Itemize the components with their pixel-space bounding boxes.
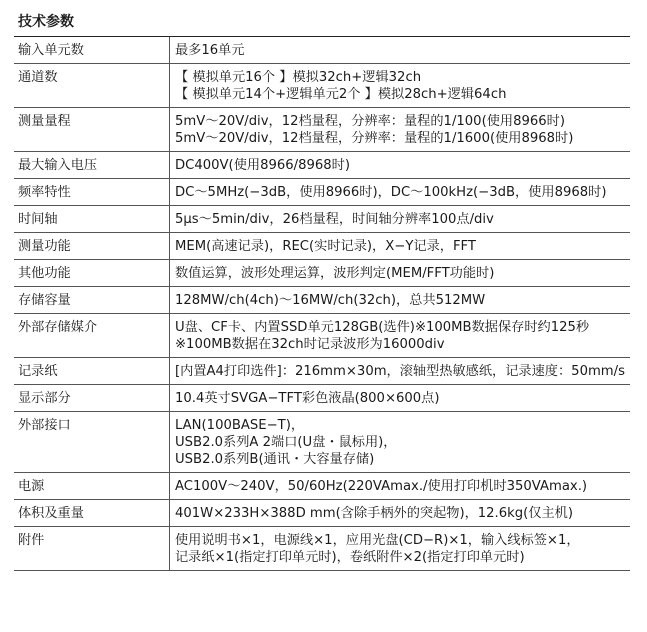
- table-row: [14, 385, 630, 412]
- spec-value-line: 10.4英寸SVGA−TFT彩色液晶(800×600点): [175, 391, 440, 406]
- table-row: [14, 64, 630, 108]
- spec-value-line: 最多16单元: [175, 43, 245, 58]
- table-row: [14, 314, 630, 358]
- spec-value-line: 401W×233H×388D mm(含除手柄外的突起物)，12.6kg(仅主机): [175, 506, 573, 521]
- table-row: [14, 108, 630, 152]
- spec-value-line: 使用说明书×1，电源线×1，应用光盘(CD−R)×1，输入线标签×1，: [175, 533, 580, 548]
- spec-value-line: 记录纸×1(指定打印单元时)，卷纸附件×2(指定打印单元时): [175, 550, 525, 565]
- table-row: [14, 527, 630, 571]
- table-row: [14, 152, 630, 179]
- table-row: [14, 260, 630, 287]
- spec-label: 体积及重量: [14, 500, 170, 527]
- table-row: [14, 412, 630, 473]
- spec-value: [170, 260, 631, 287]
- spec-value-line: AC100V～240V，50/60Hz(220VAmax./使用打印机时350VAmax.): [175, 479, 588, 494]
- spec-value-line: USB2.0系列B(通讯・大容量存储): [175, 452, 375, 467]
- table-row: [14, 473, 630, 500]
- table-title: 技术参数: [14, 6, 630, 37]
- spec-label: 存储容量: [14, 287, 170, 314]
- spec-value: [170, 385, 631, 412]
- spec-label: 外部接口: [14, 412, 170, 473]
- spec-value: [170, 412, 631, 473]
- spec-value: [170, 473, 631, 500]
- table-row: [14, 206, 630, 233]
- spec-value: [170, 358, 631, 385]
- spec-label: 显示部分: [14, 385, 170, 412]
- spec-value-line: DC400V(使用8966/8968时): [175, 158, 350, 173]
- spec-value-line: USB2.0系列A 2端口(U盘・鼠标用)，: [175, 435, 397, 450]
- spec-label: 其他功能: [14, 260, 170, 287]
- spec-value-line: 5mV～20V/div，12档量程，分辨率：量程的1/100(使用8966时): [175, 114, 565, 129]
- spec-value-line: ※100MB数据在32ch时记录波形为16000div: [175, 337, 445, 352]
- spec-label: 附件: [14, 527, 170, 571]
- table-row: [14, 287, 630, 314]
- spec-value-line: [内置A4打印选件]：216mm×30m，滚轴型热敏感纸，记录速度：50mm/s: [175, 364, 625, 379]
- spec-label: 最大输入电压: [14, 152, 170, 179]
- table-row: [14, 233, 630, 260]
- spec-table: [14, 6, 630, 571]
- spec-value-line: DC～5MHz(−3dB，使用8966时)，DC～100kHz(−3dB，使用8968时): [175, 185, 607, 200]
- spec-label: 频率特性: [14, 179, 170, 206]
- spec-value-line: 【 模拟单元14个+逻辑单元2个 】模拟28ch+逻辑64ch: [175, 87, 507, 102]
- table-row: [14, 37, 630, 64]
- spec-value: [170, 527, 631, 571]
- spec-label: 通道数: [14, 64, 170, 108]
- spec-value: [170, 314, 631, 358]
- spec-value-line: 数值运算，波形处理运算，波形判定(MEM/FFT功能时): [175, 266, 495, 281]
- spec-value-line: 5μs～5min/div，26档量程，时间轴分辨率100点/div: [175, 212, 494, 227]
- spec-value-line: MEM(高速记录)，REC(实时记录)，X−Y记录，FFT: [175, 239, 476, 254]
- spec-value-line: 128MW/ch(4ch)～16MW/ch(32ch)，总共512MW: [175, 293, 486, 308]
- spec-value-line: 【 模拟单元16个 】模拟32ch+逻辑32ch: [175, 70, 422, 85]
- spec-label: 时间轴: [14, 206, 170, 233]
- spec-label: 输入单元数: [14, 37, 170, 64]
- spec-value: [170, 287, 631, 314]
- spec-label: 电源: [14, 473, 170, 500]
- spec-value: [170, 233, 631, 260]
- spec-rows: [14, 37, 630, 571]
- spec-value: [170, 206, 631, 233]
- spec-value-line: U盘、CF卡、内置SSD单元128GB(选件)※100MB数据保存时约125秒: [175, 320, 590, 335]
- spec-label: 记录纸: [14, 358, 170, 385]
- table-row: [14, 500, 630, 527]
- spec-value-line: LAN(100BASE−T)，: [175, 418, 305, 433]
- spec-label: 测量功能: [14, 233, 170, 260]
- spec-label: 外部存储媒介: [14, 314, 170, 358]
- spec-value: [170, 500, 631, 527]
- spec-value: [170, 108, 631, 152]
- spec-value: [170, 64, 631, 108]
- table-row: [14, 358, 630, 385]
- spec-label: 测量量程: [14, 108, 170, 152]
- table-row: [14, 179, 630, 206]
- spec-value: [170, 37, 631, 64]
- spec-value: [170, 152, 631, 179]
- spec-value-line: 5mV～20V/div，12档量程，分辨率：量程的1/1600(使用8968时): [175, 131, 574, 146]
- spec-value: [170, 179, 631, 206]
